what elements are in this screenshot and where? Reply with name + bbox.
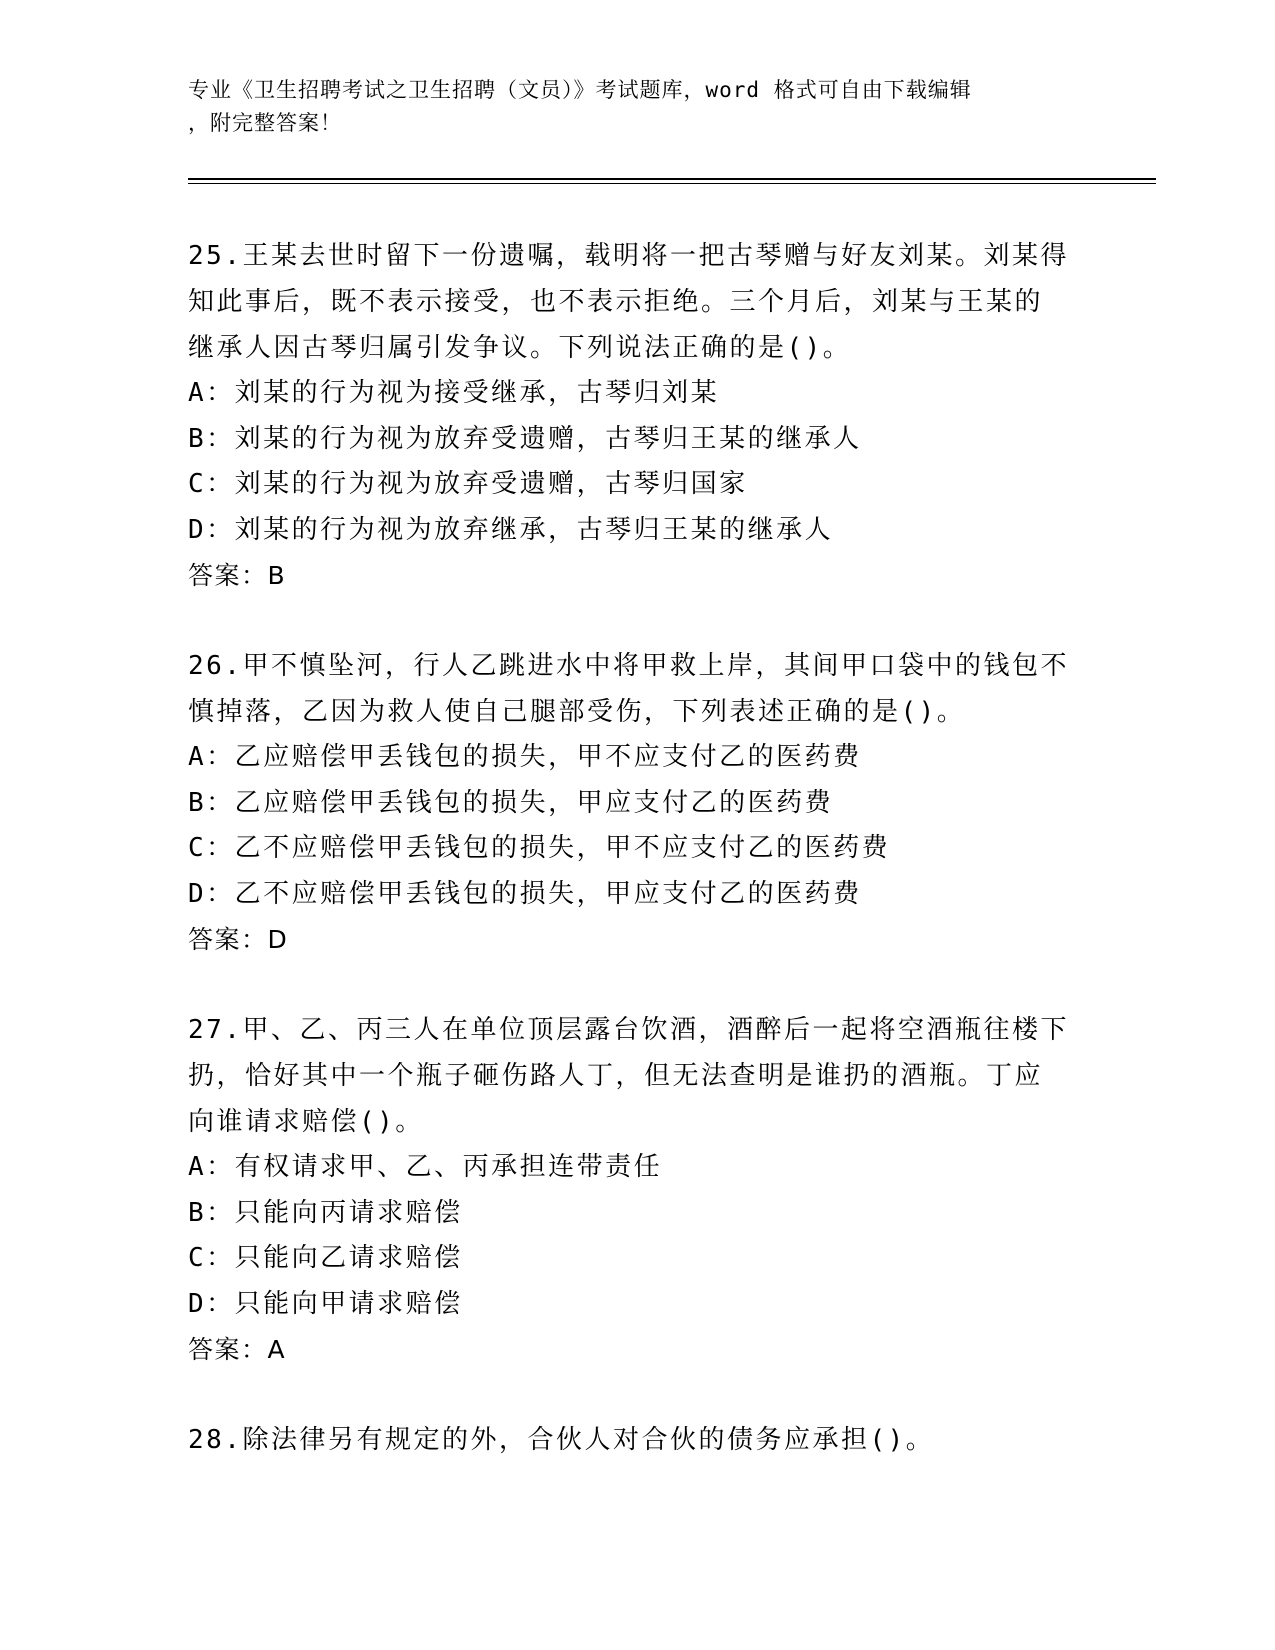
question-text <box>188 233 1088 371</box>
header-divider-thin <box>188 183 1156 184</box>
option-a: A：刘某的行为视为接受继承，古琴归刘某 <box>188 378 720 408</box>
question-25 <box>188 233 1088 599</box>
option-c: C：刘某的行为视为放弃受遗赠，古琴归国家 <box>188 469 748 499</box>
option-c: C：只能向乙请求赔偿 <box>188 1243 463 1273</box>
question-text-line: 向谁请求赔偿()。 <box>188 1107 424 1137</box>
header-line-2: ，附完整答案！ <box>188 111 342 135</box>
option-b: B：乙应赔偿甲丢钱包的损失，甲应支付乙的医药费 <box>188 787 834 818</box>
question-list <box>188 233 1088 1507</box>
question-text-line: 26.甲不慎坠河，行人乙跳进水中将甲救上岸，其间甲口袋中的钱包不 <box>188 651 1069 681</box>
option-d: D：刘某的行为视为放弃继承，古琴归王某的继承人 <box>188 514 834 545</box>
answer: 答案：B <box>188 561 287 590</box>
option-c: C：乙不应赔偿甲丢钱包的损失，甲不应支付乙的医药费 <box>188 833 891 863</box>
question-text <box>188 1007 1088 1145</box>
document-header <box>188 74 1068 140</box>
question-text-line: 25.王某去世时留下一份遗嘱，载明将一把古琴赠与好友刘某。刘某得 <box>188 241 1069 271</box>
question-text <box>188 1417 1088 1463</box>
question-text <box>188 643 1088 735</box>
option-d: D：只能向甲请求赔偿 <box>188 1288 463 1319</box>
option-d: D：乙不应赔偿甲丢钱包的损失，甲应支付乙的医药费 <box>188 878 862 909</box>
option-a: A：有权请求甲、乙、丙承担连带责任 <box>188 1152 663 1182</box>
option-a: A：乙应赔偿甲丢钱包的损失，甲不应支付乙的医药费 <box>188 742 862 772</box>
question-text-line: 27.甲、乙、丙三人在单位顶层露台饮酒，酒醉后一起将空酒瓶往楼下 <box>188 1015 1069 1045</box>
answer: 答案：A <box>188 1335 287 1364</box>
question-26 <box>188 643 1088 963</box>
question-text-line: 继承人因古琴归属引发争议。下列说法正确的是()。 <box>188 333 852 363</box>
header-divider-thick <box>188 178 1156 180</box>
option-b: B：刘某的行为视为放弃受遗赠，古琴归王某的继承人 <box>188 423 862 454</box>
question-text-line: 28.除法律另有规定的外，合伙人对合伙的债务应承担()。 <box>188 1425 935 1455</box>
question-text-line: 慎掉落，乙因为救人使自己腿部受伤，下列表述正确的是()。 <box>188 697 966 727</box>
question-28 <box>188 1417 1088 1463</box>
question-27 <box>188 1007 1088 1373</box>
question-text-line: 知此事后，既不表示接受，也不表示拒绝。三个月后，刘某与王某的 <box>188 287 1044 317</box>
header-line-1: 专业《卫生招聘考试之卫生招聘（文员）》考试题库，word 格式可自由下载编辑 <box>188 78 972 102</box>
option-b: B：只能向丙请求赔偿 <box>188 1197 463 1228</box>
question-text-line: 扔，恰好其中一个瓶子砸伤路人丁，但无法查明是谁扔的酒瓶。丁应 <box>188 1061 1044 1091</box>
answer: 答案：D <box>188 925 289 954</box>
